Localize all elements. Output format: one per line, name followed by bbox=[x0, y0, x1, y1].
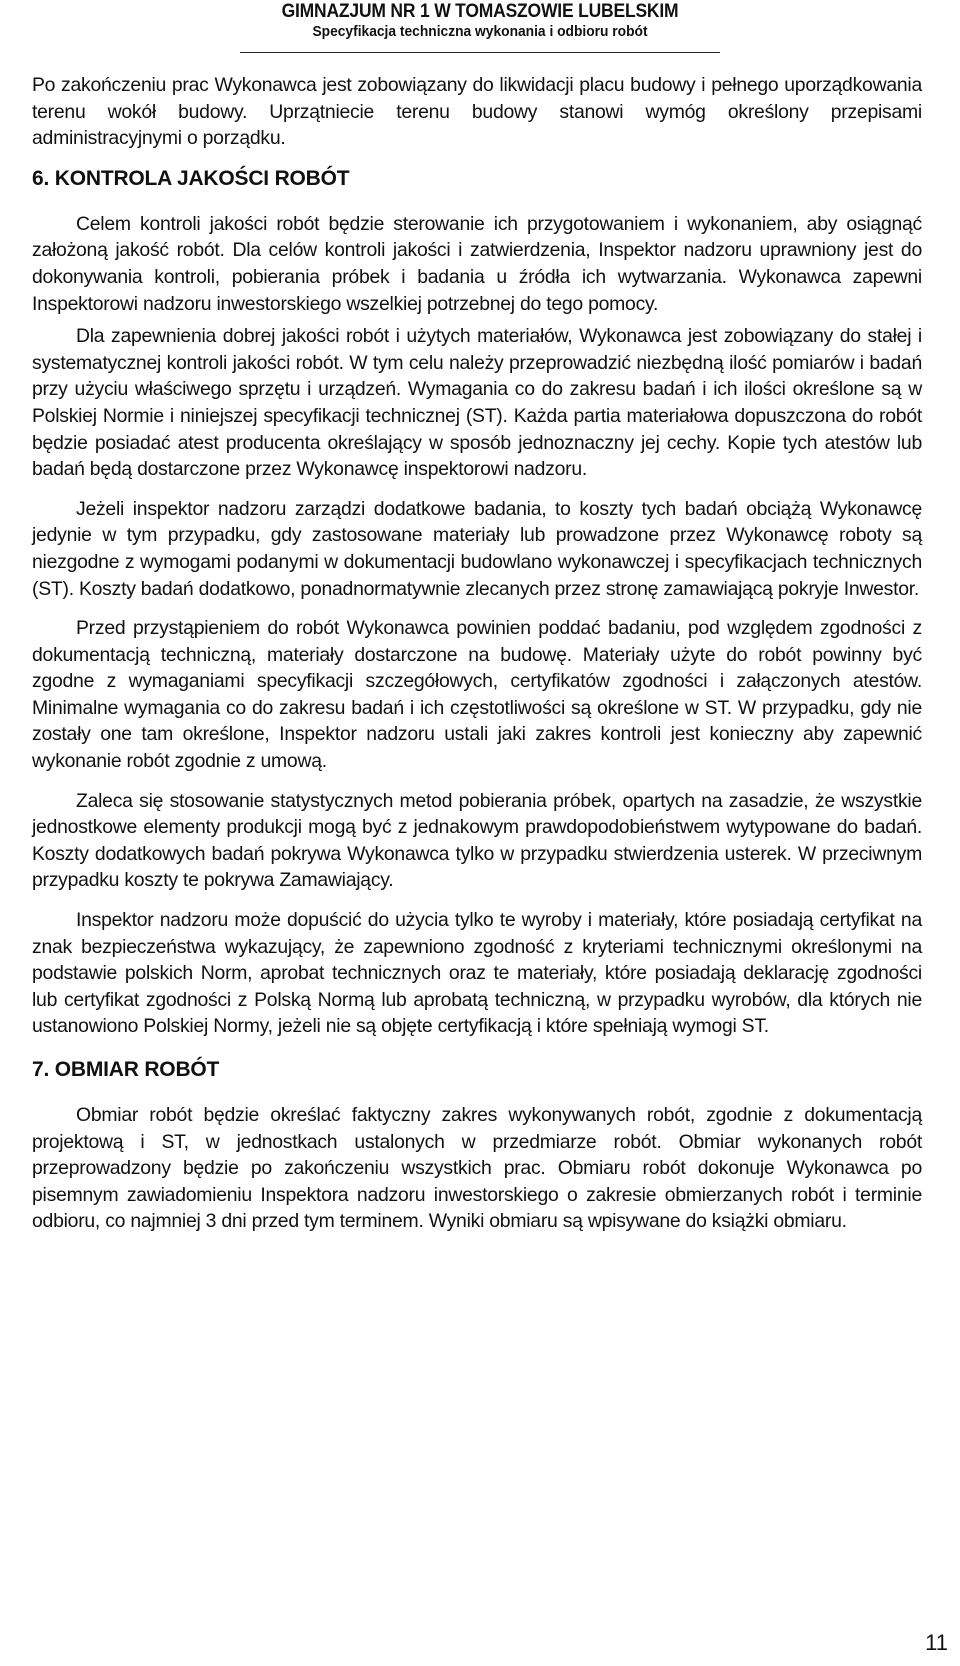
document-body bbox=[32, 72, 922, 1235]
s6-paragraph-5: Zaleca się stosowanie statystycznych metod pobierania próbek, opartych na zasadzie, że wszystkie jednostkowe elementy produkcji mogą być z jednakowym prawdopodobieństwem wytypowane do badań. Koszty dodatkowych badań pokrywa Wykonawca tylko w przypadku stwierdzenia usterek. W przeciwnym przypadku koszty te pokrywa Zamawiający. bbox=[32, 789, 922, 892]
section-6-heading: 6. KONTROLA JAKOŚCI ROBÓT bbox=[32, 166, 350, 190]
header-subtitle: Specyfikacja techniczna wykonania i odbioru robót bbox=[312, 23, 648, 40]
header-title: GIMNAZJUM NR 1 W TOMASZOWIE LUBELSKIM bbox=[281, 1, 679, 22]
s6-paragraph-2: Dla zapewnienia dobrej jakości robót i użytych materiałów, Wykonawca jest zobowiązany do stałej i systematycznej kontroli jakości robót. W tym celu należy przeprowadzić niezbędną ilość pomiarów i badań przy użyciu właściwego sprzętu i urządzeń. Wymagania co do zakresu badań i ich ilości określone są w Polskiej Normie i niniejszej specyfikacji technicznej (ST). Każda partia materiałowa dopuszczona do robót będzie posiadać atest producenta określający w sposób jednoznaczny jej cechy. Kopie tych atestów lub badań będą dostarczone przez Wykonawcę inspektorowi nadzoru. bbox=[32, 325, 922, 481]
s6-paragraph-1: Celem kontroli jakości robót będzie sterowanie ich przygotowaniem i wykonaniem, aby osiągnąć założoną jakość robót. Dla celów kontroli jakości i zatwierdzenia, Inspektor nadzoru uprawniony jest do dokonywania kontroli, pobierania próbek i badania u źródła ich wytwarzania. Wykonawca zapewni Inspektorowi nadzoru inwestorskiego wszelkiej potrzebnej do tego pomocy. bbox=[32, 212, 922, 315]
header-rule bbox=[240, 52, 720, 53]
s6-paragraph-3: Jeżeli inspektor nadzoru zarządzi dodatkowe badania, to koszty tych badań obciążą Wykonawcę jedynie w tym przypadku, gdy zastosowane materiały lub prowadzone przez Wykonawcę roboty są niezgodne z wymogami podanymi w dokumentacji budowlano wykonawczej i specyfikacjach technicznych (ST). Koszty badań dodatkowo, ponadnormatywnie zlecanych przez stronę zamawiającą pokryje Inwestor. bbox=[32, 497, 922, 600]
intro-paragraph: Po zakończeniu prac Wykonawca jest zobowiązany do likwidacji placu budowy i pełnego uporządkowania terenu wokół budowy. Uprzątniecie terenu budowy stanowi wymóg określony przepisami administracyjnymi o porządku. bbox=[32, 74, 922, 150]
page-number: 11 bbox=[925, 1630, 948, 1655]
s7-paragraph-1: Obmiar robót będzie określać faktyczny zakres wykonywanych robót, zgodnie z dokumentacją projektową i ST, w jednostkach ustalonych w przedmiarze robót. Obmiar wykonanych robót przeprowadzony będzie po zakończeniu wszystkich prac. Obmiaru robót dokonuje Wykonawca po pisemnym zawiadomieniu Inspektora nadzoru inwestorskiego o zakresie obmierzanych robót i terminie odbioru, co najmniej 3 dni przed tym terminem. Wyniki obmiaru są wpisywane do książki obmiaru. bbox=[32, 1104, 922, 1233]
section-7-heading: 7. OBMIAR ROBÓT bbox=[32, 1058, 220, 1081]
s6-paragraph-6: Inspektor nadzoru może dopuścić do użycia tylko te wyroby i materiały, które posiadają certyfikat na znak bezpieczeństwa wykazujący, że zapewniono zgodność z kryteriami technicznymi określonymi na podstawie polskich Norm, aprobat technicznych oraz te materiały, które posiadają deklarację zgodności lub certyfikat zgodności z Polską Normą lub aprobatą techniczną, w przypadku wyrobów, dla których nie ustanowiono Polskiej Normy, jeżeli nie są objęte certyfikacją i które spełniają wymogi ST. bbox=[32, 909, 922, 1038]
s6-paragraph-4: Przed przystąpieniem do robót Wykonawca powinien poddać badaniu, pod względem zgodności z dokumentacją techniczną, materiały dostarczone na budowę. Materiały użyte do robót powinny być zgodne z wymaganiami specyfikacji szczegółowych, certyfikatów zgodności i załączonych atestów. Minimalne wymagania co do zakresu badań i ich częstotliwości są określone w ST. W przypadku, gdy nie zostały one tam określone, Inspektor nadzoru ustali jaki zakres kontroli jest konieczny aby zapewnić wykonanie robót zgodnie z umową. bbox=[32, 617, 922, 773]
page-header bbox=[240, 0, 720, 41]
